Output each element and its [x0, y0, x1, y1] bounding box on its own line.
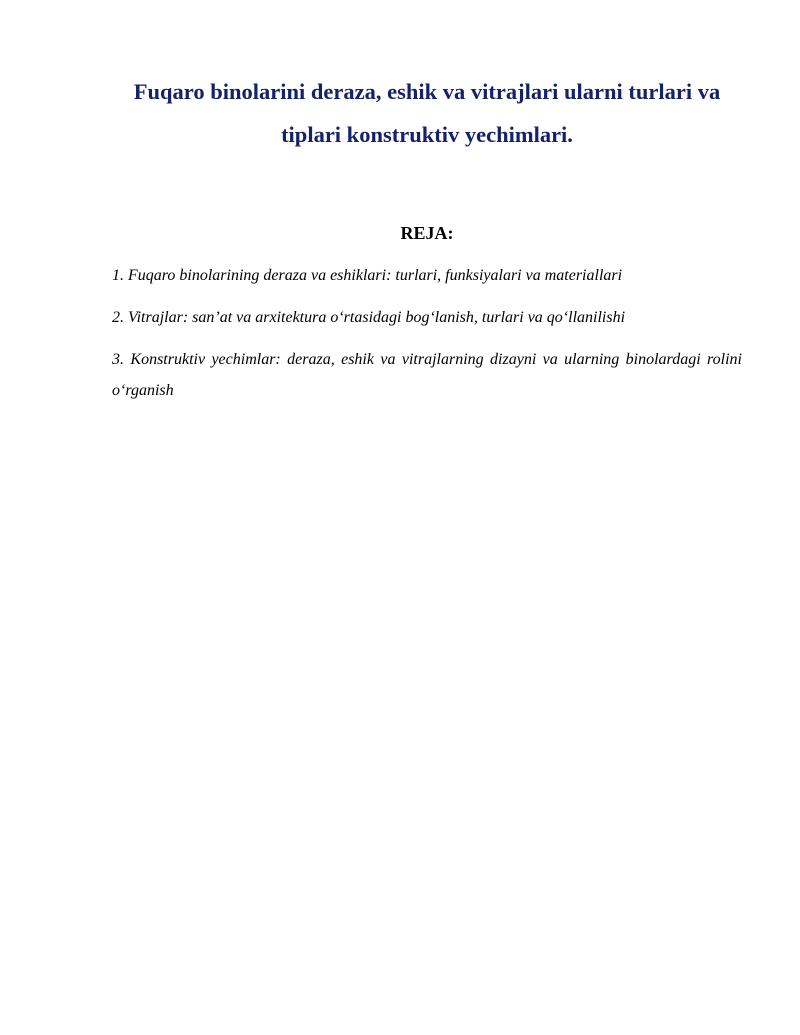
- document-title: Fuqaro binolarini deraza, eshik va vitrajlari ularni turlari va tiplari konstruktiv yechimlari.: [133, 79, 721, 147]
- plan-item-1: 1. Fuqaro binolarining deraza va eshiklari: turlari, funksiyalari va materiallari: [112, 267, 623, 284]
- plan-item-3: 3. Konstruktiv yechimlar: deraza, eshik va vitrajlarning dizayni va ularning binolardagi rolini o‘rganish: [112, 351, 742, 399]
- plan-item-2: 2. Vitrajlar: san’at va arxitektura o‘rtasidagi bog‘lanish, turlari va qo‘llanilishi: [112, 309, 626, 326]
- plan-heading: REJA:: [400, 223, 454, 243]
- document-page: [112, 70, 742, 406]
